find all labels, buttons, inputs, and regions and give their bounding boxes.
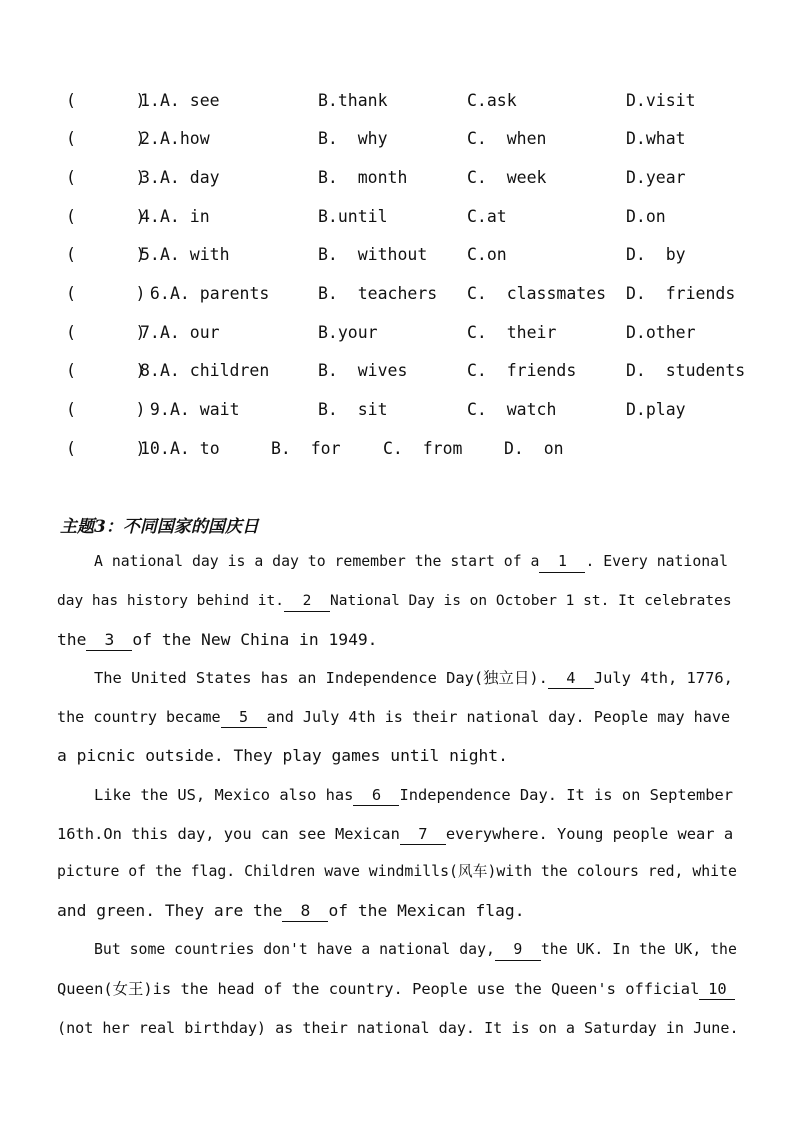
question-row	[66, 398, 686, 422]
question-number: 1.	[140, 91, 160, 110]
option-a: A. children	[160, 361, 270, 380]
answer-paren: ( )	[66, 91, 146, 110]
option-c: C. their	[467, 323, 557, 342]
passage-line: the 3 of the New China in 1949.	[57, 629, 378, 649]
blank-10: 10	[699, 979, 735, 1000]
option-d: D.other	[626, 323, 696, 342]
passage-line: Like the US, Mexico also has 6 Independence Day. It is on September	[94, 785, 734, 804]
option-b: B.thank	[318, 91, 388, 110]
passage-line: A national day is a day to remember the start of a 1 . Every national	[57, 543, 739, 582]
cloze-passage	[57, 543, 739, 1047]
question-number: 3.	[140, 168, 160, 187]
option-a: A. to	[170, 439, 220, 458]
passage-line: (not her real birthday) as their national day. It is on a Saturday in June.	[57, 1018, 739, 1037]
option-d: D. on	[504, 439, 564, 458]
option-d: D. students	[626, 361, 746, 380]
passage-line: Queen(女王)is the head of the country. People use the Queen's official 10	[57, 970, 739, 1009]
option-b: B.your	[318, 323, 378, 342]
option-c: C. classmates	[467, 284, 607, 303]
answer-paren: ( )	[66, 129, 146, 148]
section-title: 主题3：不同国家的国庆日	[60, 517, 259, 537]
question-row	[66, 282, 736, 306]
option-d: D.what	[626, 129, 686, 148]
blank-5: 5	[221, 707, 267, 728]
option-d: D.visit	[626, 91, 696, 110]
blank-7: 7	[400, 824, 446, 845]
answer-paren: ( )	[66, 168, 146, 187]
passage-line: The United States has an Independence Day(独立日). 4 July 4th, 1776,	[94, 669, 733, 688]
blank-9: 9	[495, 940, 541, 961]
question-number: 8.	[140, 361, 160, 380]
option-d: D. friends	[626, 284, 736, 303]
answer-paren: ( )	[66, 207, 146, 226]
option-b: B. without	[318, 245, 428, 264]
passage-line: But some countries don't have a national day, 9 the UK. In the UK, the	[57, 931, 739, 970]
passage-line: and green. They are the 8 of the Mexican flag.	[57, 901, 525, 921]
option-b: B. sit	[318, 400, 388, 419]
question-row	[66, 205, 666, 229]
option-c: C.ask	[467, 91, 517, 110]
question-row	[66, 89, 696, 113]
option-b: B. wives	[318, 361, 408, 380]
question-row	[66, 437, 564, 461]
answer-paren: ( )	[66, 245, 146, 264]
blank-3: 3	[86, 630, 132, 651]
option-c: C.at	[467, 207, 507, 226]
passage-line: picture of the flag. Children wave windmills(风车)with the colours red, white	[57, 863, 737, 881]
option-b: B. teachers	[318, 284, 438, 303]
passage-line: a picnic outside. They play games until night.	[57, 745, 508, 765]
answer-paren: ( )	[66, 439, 146, 458]
option-c: C. when	[467, 129, 547, 148]
option-a: A. day	[160, 168, 220, 187]
question-number: 7.	[140, 323, 160, 342]
question-number: 5.	[140, 245, 160, 264]
option-d: D.on	[626, 207, 666, 226]
question-row	[66, 359, 746, 383]
blank-6: 6	[353, 785, 399, 806]
question-row	[66, 243, 686, 267]
answer-paren: ( )	[66, 284, 146, 303]
option-a: A. in	[160, 207, 210, 226]
blank-1: 1	[539, 552, 585, 573]
blank-4: 4	[548, 668, 594, 689]
option-d: D. by	[626, 245, 686, 264]
option-b: B.until	[318, 207, 388, 226]
option-a: A. parents	[170, 284, 270, 303]
answer-paren: ( )	[66, 323, 146, 342]
blank-8: 8	[282, 901, 328, 922]
question-row	[66, 166, 686, 190]
question-number: 9.	[140, 400, 170, 419]
option-d: D.play	[626, 400, 686, 419]
answer-paren: ( )	[66, 400, 146, 419]
passage-line: 16th.On this day, you can see Mexican 7 everywhere. Young people wear a	[57, 824, 734, 843]
question-number: 4.	[140, 207, 160, 226]
question-number: 10.	[140, 439, 170, 458]
question-number: 6.	[140, 284, 170, 303]
option-a: A. see	[160, 91, 220, 110]
passage-line: day has history behind it. 2 National Day is on October 1 st. It celebrates	[57, 582, 739, 621]
option-c: C. watch	[467, 400, 557, 419]
passage-line: the country became 5 and July 4th is their national day. People may have	[57, 708, 731, 727]
option-a: A. our	[160, 323, 220, 342]
question-number: 2.	[140, 129, 160, 148]
question-row	[66, 127, 686, 151]
blank-2: 2	[284, 591, 330, 612]
question-row	[66, 321, 696, 345]
option-a: A. with	[160, 245, 230, 264]
option-a: A. wait	[170, 400, 240, 419]
option-c: C.on	[467, 245, 507, 264]
option-b: B. why	[318, 129, 388, 148]
option-d: D.year	[626, 168, 686, 187]
option-c: C. friends	[467, 361, 577, 380]
option-b: B. month	[318, 168, 408, 187]
option-b: B. for	[271, 439, 341, 458]
option-a: A.how	[160, 129, 210, 148]
option-c: C. week	[467, 168, 547, 187]
option-c: C. from	[383, 439, 463, 458]
answer-paren: ( )	[66, 361, 146, 380]
